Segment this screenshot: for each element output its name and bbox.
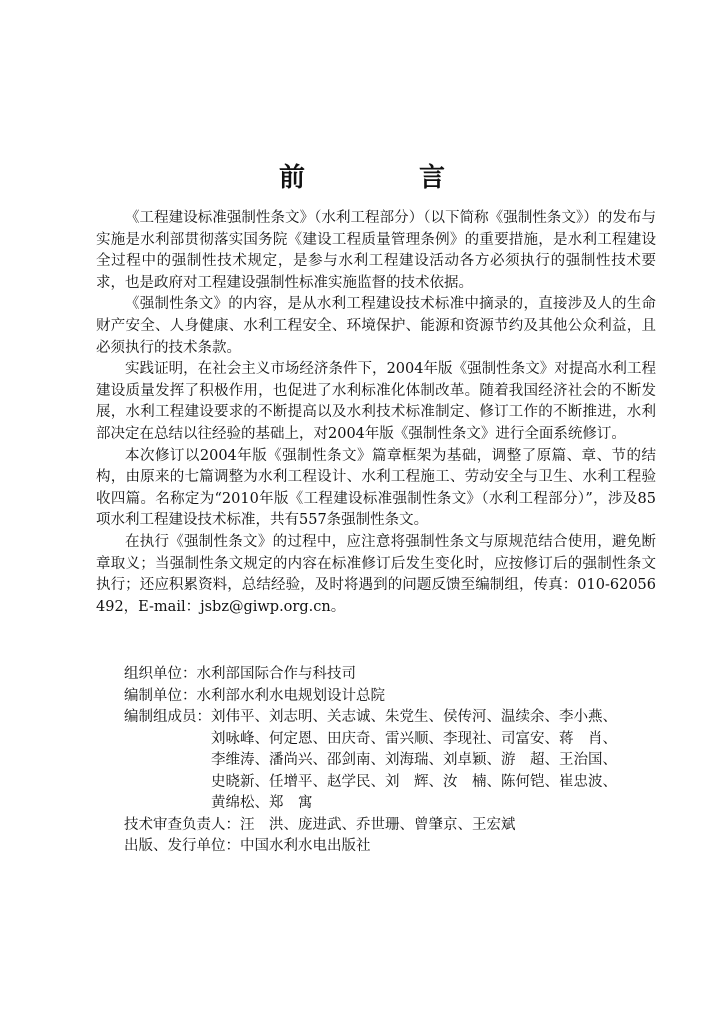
organizer-label: 组织单位：	[124, 666, 197, 682]
publisher-row	[124, 836, 644, 858]
members-label: 编制组成员：	[124, 709, 211, 725]
editor-label: 编制单位：	[124, 687, 197, 704]
organizer-value: 水利部国际合作与科技司	[196, 666, 356, 682]
members-line: 刘伟平、刘志明、关志诚、朱党生、侯传河、温续余、李小燕、	[211, 709, 617, 725]
paragraph: 本次修订以2004年版《强制性条文》篇章框架为基础，调整了原篇、章、节的结构，由原来的七篇调整为水利工程设计、水利工程施工、劳动安全与卫生、水利工程验收四篇。名称定为“2010年版《工程建设标准强制性条文》（水利工程部分）”，涉及85项水利工程建设技术标准，共有557条强制性条文。	[96, 447, 656, 529]
editor-value: 水利部水利水电规划设计总院	[196, 687, 385, 704]
page-title: 前 言	[278, 163, 489, 193]
reviewers-row	[124, 815, 644, 837]
reviewers-value: 汪 洪、庞进武、乔世珊、曾肇京、王宏斌	[240, 816, 516, 833]
paragraph: 实践证明，在社会主义市场经济条件下，2004年版《强制性条文》对提高水利工程建设质量发挥了积极作用，也促进了水利标准化体制改革。随着我国经济社会的不断发展，水利工程建设要求的不断提高以及水利技术标准制定、修订工作的不断推进，水利部决定在总结以往经验的基础上，对2004年版《强制性条文》进行全面系统修订。	[96, 361, 656, 442]
members-line: 李维涛、潘尚兴、邵剑南、刘海瑞、刘卓颖、游 超、王治国、	[211, 752, 617, 768]
members-row	[124, 707, 644, 815]
editor-row	[124, 686, 644, 708]
publisher-label: 出版、发行单位：	[124, 838, 240, 854]
paragraph: 在执行《强制性条文》的过程中，应注意将强制性条文与原规范结合使用，避免断章取义；当强制性条文规定的内容在标准修订后发生变化时，应按修订后的强制性条文执行；还应积累资料，总结经验，及时将遇到的问题反馈至编制组，传真：010-62056492，E-mail：jsbz@giwp.org.cn。	[96, 533, 656, 615]
paragraph: 《工程建设标准强制性条文》（水利工程部分）（以下简称《强制性条文》）的发布与实施是水利部贯彻落实国务院《建设工程质量管理条例》的重要措施，是水利工程建设全过程中的强制性技术规定，是参与水利工程建设活动各方必须执行的强制性技术要求，也是政府对工程建设强制性标准实施监督的技术依据。	[96, 210, 656, 291]
publisher-value: 中国水利水电出版社	[240, 838, 371, 854]
members-line: 史晓新、任增平、赵学民、刘 辉、汝 楠、陈何铠、崔忠波、	[211, 773, 617, 790]
preface-body	[96, 208, 656, 618]
members-list	[211, 707, 644, 815]
credits-block	[124, 664, 644, 858]
members-line: 刘咏峰、何定恩、田庆奇、雷兴顺、李现社、司富安、蒋 肖、	[211, 730, 617, 747]
paragraph: 《强制性条文》的内容，是从水利工程建设技术标准中摘录的，直接涉及人的生命财产安全、人身健康、水利工程安全、环境保护、能源和资源节约及其他公众利益，且必须执行的技术条款。	[96, 296, 656, 356]
members-line: 黄绵松、郑 寓	[211, 795, 313, 811]
organizer-row	[124, 664, 644, 686]
reviewers-label: 技术审查负责人：	[124, 816, 240, 833]
